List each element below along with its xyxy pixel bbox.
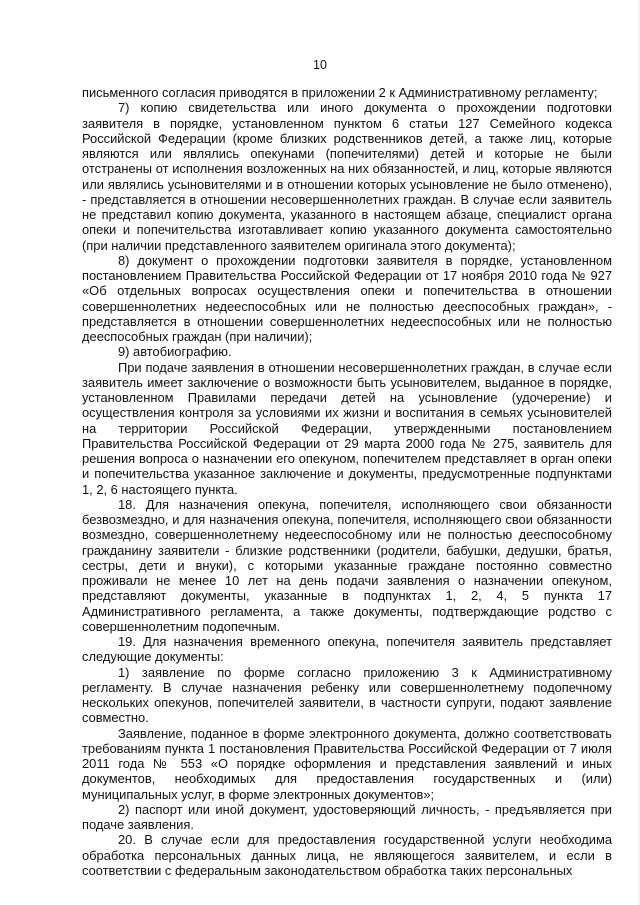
paragraph: 18. Для назначения опекуна, попечителя, исполняющего свои обязанности безвозмездно, и для назначения опекуна, попечителя, исполняющего свои обязанности возмездно, совершеннолетнему недееспособному или не полностью дееспособному гражданину заявители - близкие родственники (родители, бабушки, дедушки, братья, сестры, дети и внуки), с которыми указанные граждане постоянно совместно проживали не менее 10 лет на день подачи заявления о назначении опекуном, представляют документы, указанные в подпунктах 1, 2, 4, 5 пункта 17 Административного регламента, а также документы, подтверждающие родство с совершеннолетним подопечным. [82,496,612,634]
paragraph: 19. Для назначения временного опекуна, попечителя заявитель представляет следующие документы: [82,634,612,665]
page-number: 10 [313,58,327,72]
paragraph: 1) заявление по форме согласно приложению 3 к Административному регламенту. В случае назначения ребенку или совершеннолетнему подопечному нескольких опекунов, попечителей заявители, в частности супруги, подают заявление совместно. [82,664,612,726]
paragraph: При подаче заявления в отношении несовершеннолетних граждан, в случае если заявитель имеет заключение о возможности быть усыновителем, выданное в порядке, установленном Правилами передачи детей на усыновление (удочерение) и осуществления контроля за условиями их жизни и воспитания в семьях усыновителей на территории Российской Федерации, утвержденными постановлением Правительства Российской Федерации от 29 марта 2000 года № 275, заявитель для решения вопроса о назначении его опекуном, попечителем представляет в орган опеки и попечительства указанное заключение и документы, предусмотренные подпунктами 1, 2, 6 настоящего пункта. [82,359,612,497]
paragraph: 8) документ о прохождении подготовки заявителя в порядке, установленном постановлением Правительства Российской Федерации от 17 ноября 2010 года № 927 «Об отдельных вопросах осуществления опеки и попечительства в отношении совершеннолетних недееспособных или не полностью дееспособных граждан», - представляется в отношении совершеннолетних недееспособных или не полностью дееспособных граждан (при наличии); [82,252,612,344]
paragraph: Заявление, поданное в форме электронного документа, должно соответствовать требованиям пункта 1 постановления Правительства Российской Федерации от 7 июля 2011 года № 553 «О порядке оформления и представления заявлений и иных документов, необходимых для предоставления государственных и (или) муниципальных услуг, в форме электронных документов»; [82,725,612,802]
paragraph: 9) автобиографию. [118,344,232,360]
paragraph: 20. В случае если для предоставления государственной услуги необходима обработка персональных данных лица, не являющегося заявителем, и если в соответствии с федеральным законодательством обработка таких персональных [82,832,612,878]
paragraph: 7) копию свидетельства или иного документа о прохождении подготовки заявителя в порядке, установленном пунктом 6 статьи 127 Семейного кодекса Российской Федерации (кроме близких родственников детей, а также лиц, которые являются или являлись опекунами (попечителями) детей и которые не были отстранены от исполнения возложенных на них обязанностей, и лиц, которые являются или являлись усыновителями и в отношении которых усыновление не было отменено), - представляется в отношении несовершеннолетних граждан. В случае если заявитель не представил копию документа, указанного в настоящем абзаце, специалист органа опеки и попечительства изготавливает копию указанного документа самостоятельно (при наличии представленного заявителем оригинала этого документа); [82,100,612,253]
document-body [82,85,612,878]
paragraph: 2) паспорт или иной документ, удостоверяющий личность, - предъявляется при подаче заявления. [82,801,612,832]
paragraph: письменного согласия приводятся в приложении 2 к Административному регламенту; [82,85,598,100]
